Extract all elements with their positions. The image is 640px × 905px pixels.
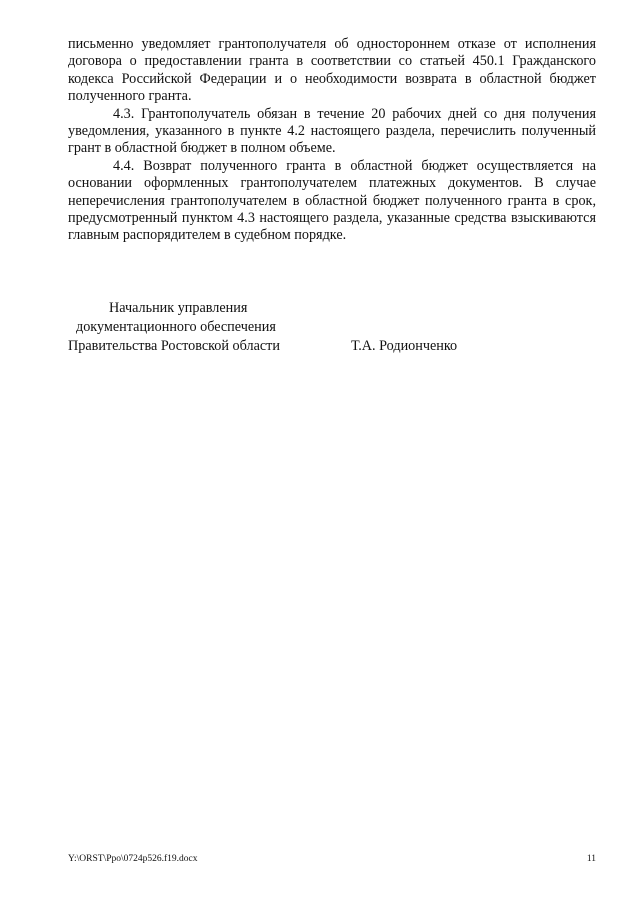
signature-position-line1: Начальник управления	[109, 300, 248, 316]
paragraph-4-4: 4.4. Возврат полученного гранта в областной бюджет осуществляется на основании оформленных грантополучателем платежных документов. В случае неперечисления грантополучателем в областной бюджет полученного гранта в срок, предусмотренный пунктом 4.3 настоящего раздела, указанные средства взыскиваются главным распорядителем в судебном порядке.	[68, 157, 596, 244]
paragraph-4-3: 4.3. Грантополучатель обязан в течение 20 рабочих дней со дня получения уведомления, указанного в пункте 4.2 настоящего раздела, перечислить полученный грант в областной бюджет в полном объеме.	[68, 105, 596, 157]
page-number: 11	[586, 854, 596, 864]
signature-position-line3: Правительства Ростовской области	[68, 338, 280, 354]
signatory-name: Т.А. Родионченко	[351, 338, 458, 354]
signature-position-line2: документационного обеспечения	[76, 319, 276, 335]
paragraph-continuation: письменно уведомляет грантополучателя об одностороннем отказе от исполнения договора о предоставлении гранта в соответствии со статьей 450.1 Гражданского кодекса Российской Федерации и о необходимости возврата в областной бюджет полученного гранта.	[68, 36, 596, 105]
footer-file-path: Y:\ORST\Ppo\0724p526.f19.docx	[68, 854, 198, 864]
document-body	[68, 36, 596, 245]
